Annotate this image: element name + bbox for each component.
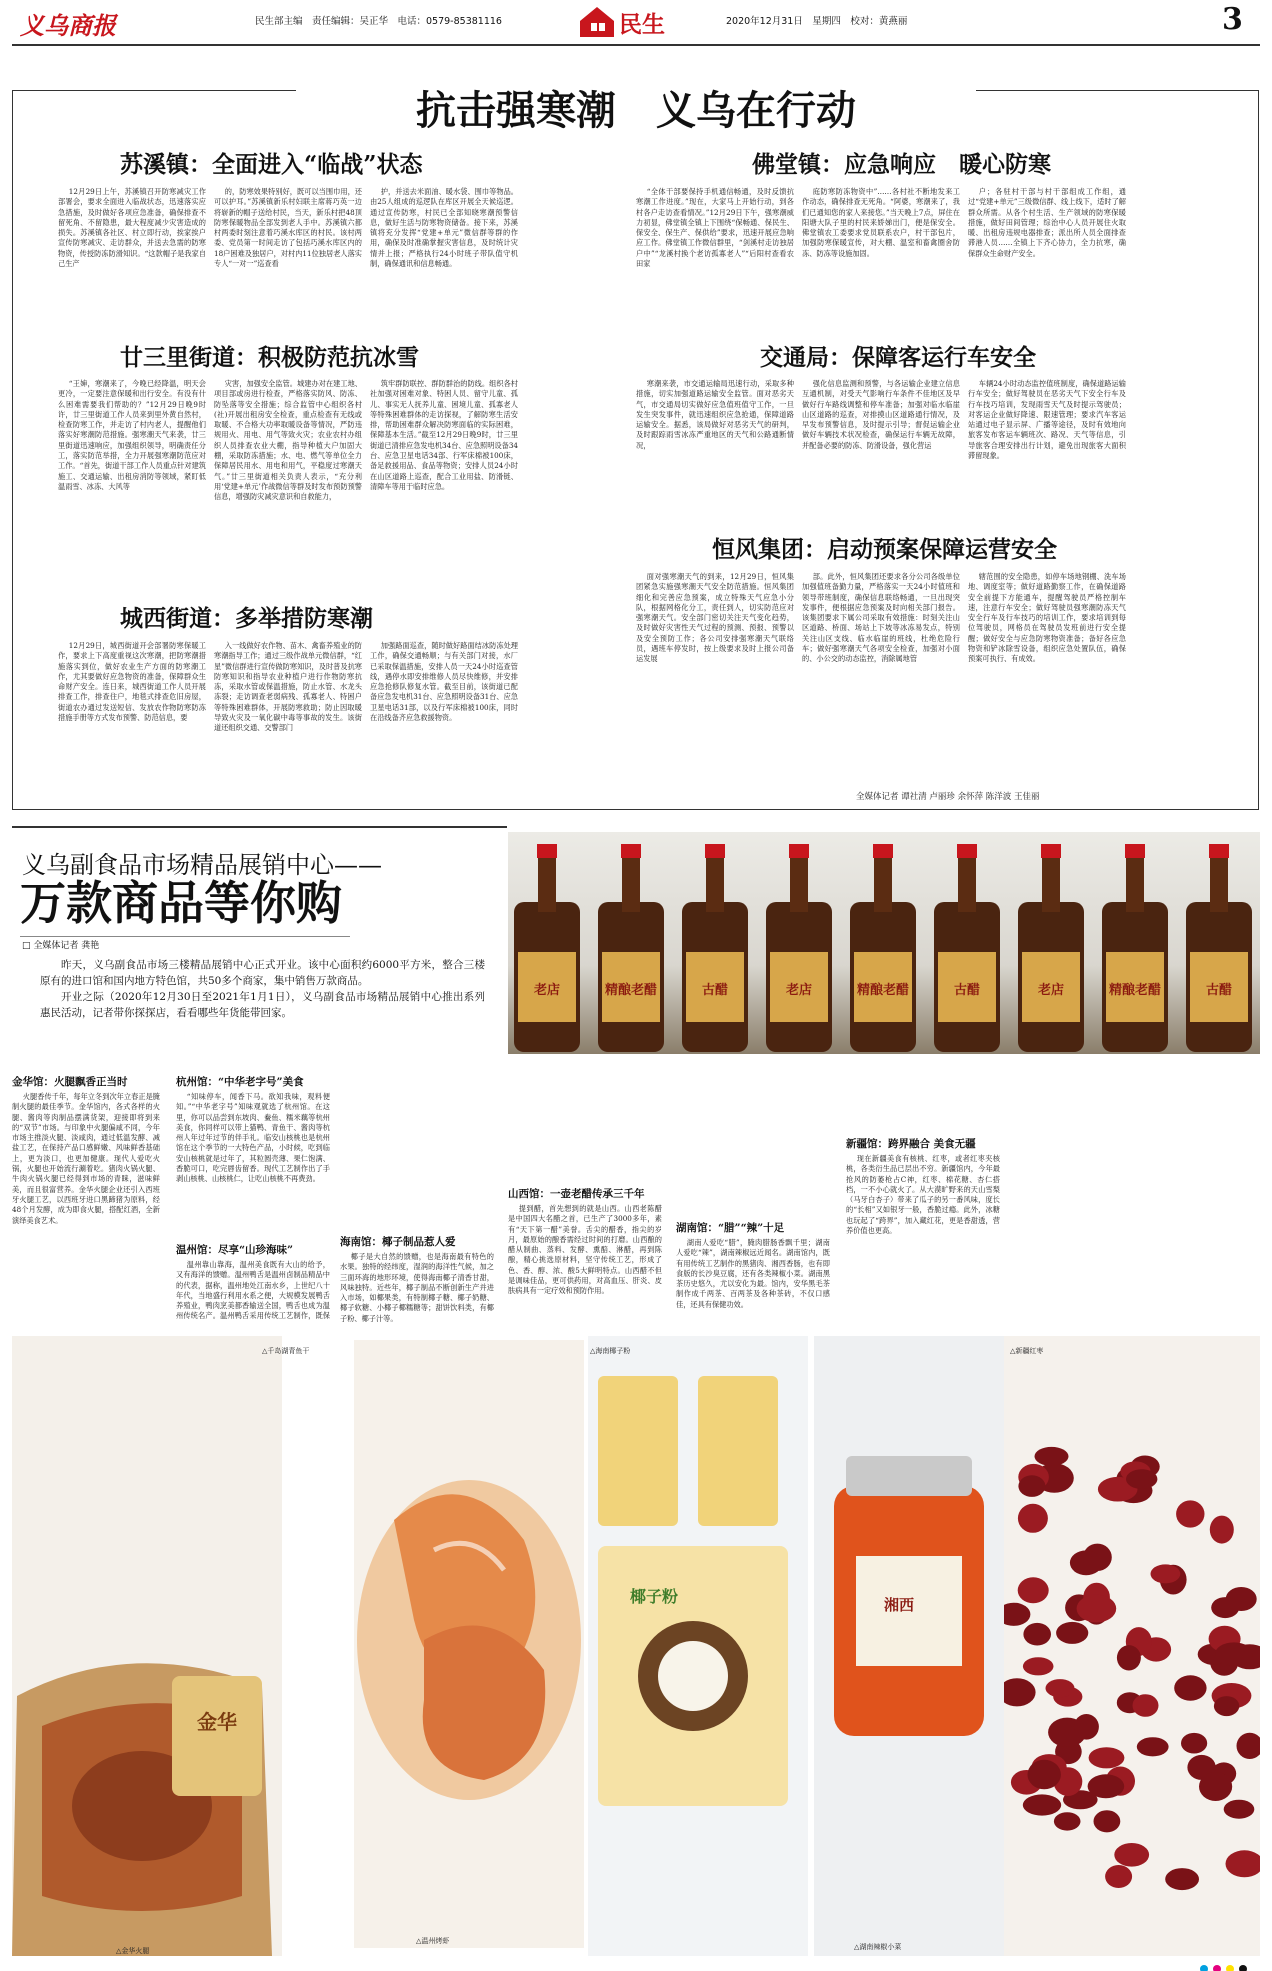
- paper-name: 义乌商报: [20, 11, 116, 40]
- chengxi-col-3: [370, 641, 518, 786]
- vinegar-bottle: [514, 844, 580, 1052]
- jujube-mark: [1070, 1550, 1102, 1575]
- ham-photo: [12, 1336, 282, 1956]
- jujube-mark: [1056, 1622, 1088, 1644]
- ham-package-label: 金华: [197, 1710, 237, 1734]
- masthead-rule: [12, 44, 1260, 46]
- jujube-mark: [1004, 1678, 1036, 1706]
- topic-title: [296, 86, 976, 142]
- section-name: 民生: [619, 12, 665, 38]
- jiaotong-heading: 交通局：保障客运行车安全: [760, 344, 1036, 371]
- registration-marks: [1200, 1958, 1260, 1968]
- bottle-label: 老店: [533, 983, 561, 998]
- hunan-heading: 湖南馆：“腊”“辣”十足: [676, 1222, 785, 1234]
- hangzhou-body: [176, 1092, 330, 1240]
- wenzhou-heading: 温州馆：尽享“山珍海味”: [176, 1244, 294, 1256]
- shanxi-text: 提到醋，首先想到的就是山西。山西老陈醋是中国四大名醋之首，已生产了3000多年，素有“天下第一醋”美誉。舌尖的醋香，指尖的岁月，最原始的酿香需经过时间的打磨。山西酿的醋从制曲、蒸料、发酵、熏醅、淋醋，再到陈酿，精心挑选原材料，坚守传统工艺，形成了色、香、醇、浓、酸5大鲜明特点。山西醋不但是调味佳品，更可供药用，对高血压、肝炎、皮肤病具有一定疗效和预防作用。: [508, 1204, 662, 1296]
- ersan-col-2: [214, 379, 362, 597]
- hangzhou-text: “知味停车，闻香下马。欲知我味，观料便知。”“中华老字号”知味观就选了杭州馆。在这里，你可以品尝到东坡肉、鲞鱼、糯米藕等杭州美食，你同样可以带上猫鸭、青鱼干、酱肉等杭州人年过年过节的伴手礼。临安山核桃也是杭州馆在这个季节的一大特色产品，小时候，吃到临安山核桃就是过年了，其粒圆壳薄、果仁饱满、香脆可口，吃完唇齿留香。现代工艺制作出了手剥山核桃、山核桃仁，让吃山核桃不再费劲。: [176, 1092, 330, 1184]
- xinjiang-body: [846, 1154, 1000, 1324]
- ersan-heading: 廿三里街道：积极防范抗冰雪: [120, 344, 419, 371]
- bottle-label: 古醋: [1205, 983, 1233, 998]
- jujube-mark: [1174, 1675, 1206, 1700]
- chengxi-text-3: 加强路面巡查，随时做好路面结冰防冻处理工作，确保交通畅顺；与有关部门对接，水厂已采取保温措施，安排人员一天24小时巡查管线，遇停水即安排维修人员尽快维修，并安排应急抢修队修复水管。截至目前，该街道已配备应急发电机31台、应急照明设备31台、应急卫星电话31部，以及行军床棉被100床，同时在沿线备齐应急救援物资。: [370, 641, 518, 723]
- market-byline-text: 全媒体记者 龚艳: [33, 941, 100, 951]
- jujube-mark: [1237, 1733, 1261, 1759]
- market-lead: [40, 957, 485, 1021]
- ersan-col-3: [370, 379, 518, 597]
- jujube-mark: [1018, 1504, 1048, 1533]
- market-col-2: [176, 1076, 330, 1326]
- fotang-text-3: 户；各驻村干部与村干部组成工作组，通过“党建+单元”三级微信群、线上线下，适时了解群众所需。从各个村生活、生产领域的防寒保暖措施，做好田间管理；综治中心人员开展住火取暖、出租房违规电器排查；派出所人员全面排查滞港人员……全镇上下齐心协力，全力抗寒，确保群众生命财产安全。: [968, 187, 1126, 258]
- pickle-package-label: 湘西: [884, 1596, 915, 1614]
- jujube-mark: [1117, 1645, 1141, 1670]
- ham-caption: △金华火腿: [116, 1947, 150, 1955]
- jujube-mark: [1215, 1642, 1253, 1665]
- pickle-photo: [814, 1336, 1004, 1956]
- jujube-mark: [1199, 1772, 1232, 1801]
- jujube-caption: △新疆红枣: [1010, 1347, 1044, 1355]
- vinegar-bottles-graphic: [508, 832, 1260, 1054]
- fotang-text-1: “全体干部要保持手机通信畅通，及时反馈抗寒潮工作进度。”现在，大家马上开始行动，到各村各户走访查看情况。”12月29日下午，强寒潮威力初显，佛堂镇全镇上下围绕“保畅通、保民生、保安全、保生产、保供给”要求，迅速开展应急响应工作。佛堂镇工作微信群里，“剑溪村走访独居户中”“龙溪村换个老访孤寡老人”“后阳村查看农田家: [636, 187, 794, 269]
- vinegar-photo: [508, 832, 1260, 1054]
- jujube-mark: [1105, 1865, 1132, 1888]
- jujube-mark: [1226, 1850, 1261, 1877]
- shrimp-graphic: [354, 1340, 584, 1948]
- coconut-package-label: 椰子粉: [630, 1587, 679, 1606]
- xinjiang-heading: 新疆馆：跨界融合 美食无疆: [846, 1138, 976, 1150]
- jujube-mark: [1181, 1733, 1207, 1754]
- market-col-3: [340, 1076, 494, 1326]
- hengfeng-text-3: 辖范围的安全隐患，如停车场地钢棚、洗车场地、调度室等；做好道路勤察工作，在确保道路安全前提下方能通车，提醒驾驶员严格控制车速，注意行车安全；做好驾驶员强寒潮防冻天气安全行车及行车技巧的培训工作，要求培训到每位驾驶员，网格员在驾驶员发班前进行安全提醒；做好安全与应急防寒物资准备；备好各应急物资和铲冰除雪设备，组织应急处置队伍，确保预案可执行、有成效。: [968, 572, 1126, 664]
- jujube-graphic: [1004, 1336, 1260, 1956]
- fotang-col-2: [802, 187, 960, 335]
- bottle-label: 精酿老醋: [604, 983, 658, 998]
- chengxi-text-2: 入一线做好农作物、苗木、禽畜养殖业的防寒潮指导工作；通过三级作战单元微信群，“红星”微信群进行宣传做防寒知识，及时普及抗寒防寒知识和指导农业种植户进行作物防寒抗冻，采取水管或保温措施，防止水管、水龙头冻裂；走访调查老弱病残、孤寡老人、特困户等特殊困难群体，开展防寒救助；防止因取暖导致火灾及一氧化碳中毒等事故的发生。该街道还组织交通、交警部门: [214, 641, 362, 733]
- jujube-mark: [1004, 1603, 1030, 1626]
- hengfeng-col-1: [636, 572, 794, 772]
- jujube-mark: [1137, 1737, 1169, 1756]
- market-col-1: [12, 1076, 160, 1326]
- ersan-text-2: 灾害，加强安全监管。城建办对在建工地、项目部或房进行检查，严格落实防风、防冻、防坠落等安全措施；综合监管中心组织各村(社)开展出租房安全检查，重点检查有无线或取暖、不合格大功率取暖设备等情况，严防违规用火、用电、用气等致火灾；农业农村办组织人员排查农业大棚，指导种植大户加固大棚，采取防冻措施；水、电、燃气等单位全力保障居民用水、用电和用气，平稳度过寒潮天气。”廿三里街道相关负责人表示，“充分利用‘党建+单元’作战微信等群及时发布预防预警信息，增强防灾减灾意识和自救能力，: [214, 379, 362, 502]
- chengxi-col-1: [58, 641, 206, 786]
- market-title: 万款商品等你购: [20, 876, 342, 930]
- suxi-heading: 苏溪镇：全面进入“临战”状态: [120, 151, 423, 178]
- jujube-mark: [1054, 1812, 1081, 1830]
- hunan-text: 湖南人爱吃“腊”，腌肉腊肠香飘千里；湖南人爱吃“辣”，湖南辣椒远近闻名。湖南馆内，既有用传统工艺制作的黑猪肉、湘西香肠，也有即食版的长沙臭豆腐，还有各类辣椒小菜。湖南黑茶历史悠久，尤以安化为最。馆内，安华黑毛茶制作成千两茶、百两茶及各种茶砖，不仅口感佳，还具有保健功效。: [676, 1238, 830, 1309]
- ersan-text-3: 筑牢群防联控、群防群治的防线。组织各村社加强对困难对象、特困人员、留守儿童、孤儿、事实无人抚养儿童、困境儿童、孤寡老人等特殊困难群体的走访探视，了解防寒生活安排，帮助困难群众解决防寒面临的实际困难，保障基本生活。”截至12月29日晚9时，廿三里街道已清排应急发电机34台、应急照明设备34台、应急卫星电话34部、行军床棉被100床，备足救援用品、食品等物资；安排人员24小时在山区道路上巡查，配合工业用盐、防滑链、清障车等用于临时应急。: [370, 379, 518, 491]
- jujube-mark: [1023, 1794, 1061, 1815]
- fotang-text-2: 庭防寒防冻物资中”……各村社不断地发来工作动态，确保排查无死角。“阿婆，寒潮来了，我们已通知您的家人来接您。”当天晚上7点，屏住在阳塘大队子里的村民来娇娣出门，便是保安全。佛堂镇农工委要求党员联系农户，村干部包片，加强防寒保暖宣传，对大棚、温室和畜禽圈舍防冻、防冻等设施加固。: [802, 187, 960, 258]
- jujube-mark: [1028, 1760, 1061, 1790]
- vinegar-bottle: [1186, 844, 1252, 1052]
- jujube-mark: [1176, 1500, 1204, 1527]
- suxi-col-3: [370, 187, 518, 335]
- wenzhou-body-a: [176, 1260, 330, 1322]
- jujube-mark: [1094, 1810, 1121, 1832]
- jujube-mark: [1088, 1774, 1125, 1798]
- jujube-mark: [1211, 1597, 1239, 1618]
- byline-square-icon: □: [22, 941, 34, 951]
- coconut-graphic: [588, 1336, 808, 1956]
- masthead: [0, 0, 1272, 46]
- bottle-label: 古醋: [953, 983, 981, 998]
- hengfeng-text-1: 面对强寒潮天气的到来，12月29日，恒风集团紧急实施强寒潮天气安全防范措施。恒风集团细化和完善应急预案，成立特殊天气应急小分队，根据网格化分工，责任到人，切实防范应对强寒潮天气。安全部门密切关注天气变化趋势，及时做好灾害性天气过程的预测、预报、预警以及安全预防工作；各公司安排强寒潮天气联络员，遇班车停发时，按上级要求及时上报公司备运发展: [636, 572, 794, 664]
- bottle-label: 精酿老醋: [856, 983, 910, 998]
- jinhua-text: 火腿香传千年，每年立冬到次年立春正是腌制火腿的最佳季节。金华馆内，各式各样的火腿、酱肉等肉制品摆满货架，迎接即将到来的“双节”市场。与印象中火腿偏咸不同，今年市场主推淡火腿、淡咸肉，通过低温发酵、减盐工艺，在保持产品口感鲜嫩、风味鲜香基础上，更为淡口，也更加健康。现代人爱吃火锅，火腿也开始流行涮着吃。猪肉火锅火腿、牛肉火锅火腿已经得到市场的青睐，滋味鲜美，而且很富营养。金华火腿企业还引入西班牙火腿工艺，以西班牙进口黑蹄猪为原料，经48个月发酵，成为即食火腿，搭配红酒，全新演绎美食艺术。: [12, 1092, 160, 1225]
- hangzhou-heading: 杭州馆：“中华老字号”美食: [176, 1076, 304, 1088]
- hengfeng-text-2: 部。此外，恒风集团还要求各分公司各级单位加强值班备勤力量，严格落实一天24小时值班和领导带班制度，确保信息联络畅通，一旦出现突发事件，便根据应急预案及时向相关部门报告。该集团要求下属公司采取有效措施：时刻关注山区道路、桥面、场站上下坡等冰冻易发点，特别关注山区支线、临水临崖的班线，杜绝危险行车；做好强寒潮天气各项安全检查，加强对小面的、小公交的动态监控，消除属地管: [802, 572, 960, 664]
- jujube-mark: [1133, 1694, 1159, 1717]
- market-kicker: 义乌副食品市场精品展销中心——: [22, 851, 382, 879]
- topic-byline: 全媒体记者 谭社清 卢丽珍 余怀萍 陈洋波 王佳丽: [856, 792, 1040, 802]
- bottle-label: 老店: [1037, 983, 1065, 998]
- market-byline-rule: [20, 936, 350, 937]
- ersan-col-1: [58, 379, 206, 597]
- shanxi-body: [508, 1204, 662, 1324]
- jujube-mark: [1214, 1696, 1239, 1716]
- fotang-col-1: [636, 187, 794, 335]
- date-line: 2020年12月31日 星期四 校对：黄燕丽: [726, 16, 908, 27]
- jujube-photo: [1004, 1336, 1260, 1956]
- hengfeng-col-3: [968, 572, 1126, 772]
- vinegar-bottle: [766, 844, 832, 1052]
- hainan-heading: 海南馆：椰子制品惹人爱: [340, 1236, 456, 1248]
- shrimp-photo: [354, 1340, 584, 1948]
- coconut-photo: [588, 1336, 808, 1956]
- editor-line: 民生部主编 责任编辑：吴正华 电话：0579-85381116: [255, 16, 502, 27]
- suxi-text-2: 的，防寒效果特别好，既可以当围巾用，还可以护耳。”苏溪镇新乐村妇联主席蒋巧英一边将崭新的帽子送给村民，当天，新乐村把48顶防寒保暖物品全部发到老人手中。苏溪镇六都村两委时刻注意着巧溪水库区的村民。该村两委、党员第一时间走访了包括巧溪水库区内的18户困难及独居户，对村内11位独居老人落实专人“一对一”巡查看: [214, 187, 362, 269]
- jujube-mark: [1151, 1564, 1181, 1583]
- market-col-5: [676, 1076, 830, 1326]
- chengxi-heading: 城西街道：多举措防寒潮: [120, 605, 373, 632]
- jujube-mark: [1126, 1469, 1157, 1489]
- chengxi-text-1: 12月29日，城西街道开会部署防寒保暖工作，要求上下高度重视这次寒潮，把防寒潮措施落实到位，做好农业生产方面的防寒潮工作，尤其要做好应急物资的准备，保障群众生命财产安全。连日来，城西街道工作人员开展排查工作，排查住户，地毯式排查危旧房屋，街道农办通过发送短信、发放农作物防寒防冻措施手册等方式发布预警、防范信息，要: [58, 641, 206, 723]
- wenzhou-text: 温州靠山靠海，温州美食既有大山的给予，又有海洋的馈赠。温州鸭舌是温州卤制品精品中的代表，据称，温州地处江南水乡，上世纪八十年代，当地盛行利用水系之便，大规模发展鸭舌养殖业，鸭肉烹美都香输送全国，鸭舌也成为温州传统名产。温州鸭舌采用传统工艺制作，既保: [176, 1260, 330, 1321]
- market-top-rule: [12, 826, 507, 828]
- bottle-label: 老店: [785, 983, 813, 998]
- section-logo: [577, 4, 697, 38]
- hainan-body: [340, 1252, 494, 1324]
- topic-title-text: 抗击强寒潮 义乌在行动: [416, 88, 856, 134]
- fotang-heading: 佛堂镇：应急响应 暖心防寒: [752, 151, 1051, 178]
- fish-caption: △千岛湖青鱼干: [262, 1347, 310, 1355]
- page-number: 3: [1222, 2, 1243, 37]
- bottle-label: 古醋: [701, 983, 729, 998]
- jujube-mark: [1023, 1657, 1054, 1675]
- jujube-mark: [1018, 1577, 1049, 1603]
- jiaotong-col-2: [802, 379, 960, 527]
- jujube-mark: [1023, 1623, 1051, 1646]
- vinegar-bottle: [598, 844, 664, 1052]
- suxi-text-3: 护，并送去米面油、暖水袋、围巾等物品。由25人组成的巡逻队在库区开展全天候巡逻。通过宣传防寒，村民已全部知晓寒潮预警信息，做好生活与防寒物资储备。接下来，苏溪镇将充分发挥“党建+单元”微信群等群的作用，确保及时准确掌握灾害信息，及时统计灾情并上报；严格执行24小时班子带队值守机制，确保通讯和信息畅通。: [370, 187, 518, 269]
- suxi-text-1: 12月29日上午，苏溪镇召开防寒减灾工作部署会，要求全面进入临战状态，迅速落实应急措施，及时做好各项应急准备，确保排查不留死角、不留隐患，最大程度减少灾害造成的损失。苏溪镇各社区、村立即行动，挨家挨户宣传防寒减灾、走访群众，并送去急需的防寒物资，传授防冻防滑知识。“这款帽子是我家自己生产: [58, 187, 206, 269]
- suxi-col-1: [58, 187, 206, 335]
- jujube-mark: [1210, 1516, 1234, 1544]
- jiaotong-text-1: 寒潮来袭，市交通运输局迅速行动，采取多种措施，切实加强道路运输安全监管。面对恶劣天气，市交通局切实做好应急值班值守工作，一旦发生突发事件，就迅速组织应急抢通，保障道路运输安全。据悉，该局做好对恶劣天气的研判，及时跟踪雨雪冰冻严重地区的天气和公路通断情况，: [636, 379, 794, 450]
- jinhua-body: [12, 1092, 160, 1324]
- ersan-text-1: “王婶，寒潮来了，今晚已经降温，明天会更冷，一定要注意保暖和出行安全。有没有什么困难需要我们帮助的？”12月29日晚9时许，廿三里街道工作人员来到里外黄自然村，检查防寒工作，并走访了村内老人，提醒他们落实好寒潮防范措施。强寒潮天气来袭，廿三里街道迅速响应，加强组织领导，明确责任分工，落实防范举措，全力开展强寒潮防范应对工作。“首先，街道干部工作人员重点针对建筑施工、交通运输、出租房消防等领域，紧盯低温雨雪、冰冻、大风等: [58, 379, 206, 491]
- jiaotong-col-3: [968, 379, 1126, 527]
- shanxi-heading: 山西馆：一壶老醋传承三千年: [508, 1188, 645, 1200]
- jujube-mark: [1114, 1843, 1149, 1867]
- house-icon: [577, 4, 617, 38]
- hunan-body: [676, 1238, 830, 1324]
- hengfeng-col-2: [802, 572, 960, 772]
- jinhua-heading: 金华馆：火腿飘香正当时: [12, 1076, 128, 1088]
- pickle-caption: △湖南辣椒小菜: [854, 1943, 902, 1951]
- jujube-mark: [1018, 1475, 1045, 1497]
- shrimp-caption: △温州烤虾: [416, 1937, 450, 1945]
- market-lead-1: 昨天，义乌副食品市场三楼精品展销中心正式开业。该中心面积约6000平方米，整合三楼原有的进口馆和国内地方特色馆，共50多个商家，集中销售万款商品。: [40, 959, 485, 987]
- market-col-4: [508, 1076, 662, 1326]
- suxi-col-2: [214, 187, 362, 335]
- vinegar-bottle: [934, 844, 1000, 1052]
- jujube-mark: [1046, 1679, 1075, 1697]
- market-byline: [22, 938, 99, 951]
- jiaotong-text-3: 车辆24小时动态监控值班制度，确保道路运输行车安全；做好驾驶员在恶劣天气下安全行车及行车技巧培训，发现雨雪天气及时提示驾驶员；对客运企业做好降速、限速管理；要求汽车客运站通过电子显示屏、广播等途径，及时有效地向旅客发布客运车辆班次、路况、天气等信息，引导旅客合理安排出行计划，避免出现旅客大面积滞留现象。: [968, 379, 1126, 461]
- ham-graphic: [12, 1336, 282, 1956]
- pickle-graphic: [814, 1336, 1004, 1956]
- jiaotong-col-1: [636, 379, 794, 527]
- jujube-mark: [1035, 1447, 1069, 1466]
- jiaotong-text-2: 强化信息监测和预警，与各运输企业建立信息互通机制，对受天气影响行车条件不佳地区及早做好行车路线调整和停车准备；加强对临水临崖山区道路的巡查，对排摸山区道路通行情况，及早发布预警信息，及时提示引导；督促运输企业做好车辆技术状况检查，确保运行车辆无故障，并配备必要的防冻、防滑设备，强化营运: [802, 379, 960, 450]
- jujube-mark: [1089, 1747, 1125, 1768]
- coconut-caption: △海南椰子粉: [590, 1347, 631, 1355]
- hengfeng-heading: 恒风集团：启动预案保障运营安全: [712, 536, 1057, 563]
- fotang-col-3: [968, 187, 1126, 335]
- jujube-mark: [1165, 1868, 1199, 1890]
- jujube-mark: [1224, 1800, 1255, 1819]
- vinegar-bottle: [1018, 844, 1084, 1052]
- market-col-6: [846, 1076, 1000, 1326]
- jujube-mark: [1074, 1714, 1099, 1740]
- market-lead-2: 开业之际（2020年12月30日至2021年1月1日），义乌副食品市场精品展销中心推出系列惠民活动，记者带你探探店，看看哪些年货能带回家。: [40, 991, 485, 1019]
- hainan-text: 椰子是大自然的馈赠，也是海南最有特色的水果。独特的经纬度，湿润的海洋性气候，加之三面环海的地形环境，使得海南椰子清香甘甜，风味独特。近些年，椰子制品不断创新生产并进入市场，如椰果类，有特制椰子糖、椰子奶糖、椰子软糖、小椰子椰糯糖等；甜饼饮料类，有椰子粉、椰子汁等。: [340, 1252, 494, 1323]
- vinegar-bottle: [1102, 844, 1168, 1052]
- vinegar-bottle: [682, 844, 748, 1052]
- jujube-mark: [1077, 1595, 1117, 1623]
- vinegar-bottle: [850, 844, 916, 1052]
- bottle-label: 精酿老醋: [1108, 983, 1162, 998]
- chengxi-col-2: [214, 641, 362, 786]
- xinjiang-text: 现在新疆美食有核桃、红枣，或者红枣夹核桃，各类衍生品已层出不穷。新疆馆内，今年最抢风的防萎枪占C神，红枣、棉花糖、杏仁搭档，一不小心就火了。从大漠旷野来的天山雪梨（马牙白杏子）带来了瓜子的另一番风味，度长的“长相”又如银牙一般，香脆过瘾。此外，冰糖也玩起了“跨界”，加入藏红花，更是香甜透，营养价值也更高。: [846, 1154, 1000, 1236]
